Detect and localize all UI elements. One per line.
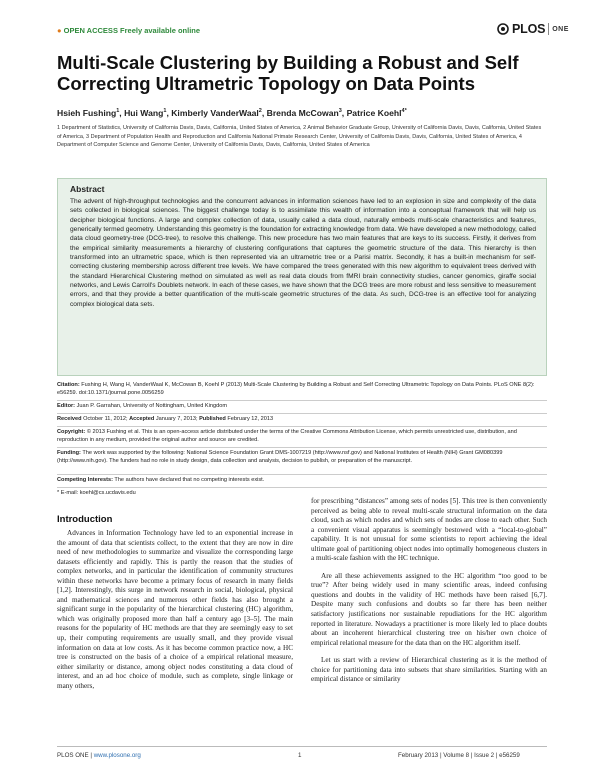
author[interactable]: Kimberly VanderWaal$^2$ <box>171 108 262 118</box>
editor: Editor: Juan P. Garrahan, University of Nottingham, United Kingdom <box>57 403 227 409</box>
plos-one-logo[interactable] <box>497 22 569 36</box>
abstract-box <box>57 178 547 376</box>
divider <box>57 447 547 448</box>
body-paragraph: Advances in Information Technology have led to an exponential increase in the amount of data that scientists collect, to the extent that they are now in dire need of new methodologies to summarize and visualize the corresponding large datasets efficiently and rapidly. This is partly the reason that the studies of complex networks, and in particular the identification of community structures within these networks have become a primary focus of research in many fields [1,2]. Interestingly, this surge in network research in social, biological, physical and mathematical sciences and numerous other fields has also brought a significant surge in the popularity of the hierarchical clustering (HC) algorithm, which was originally proposed more than half a century ago [3–5]. The main reasons for the popularity of HC methods are that they are seemingly easy to set up, their computing requirements are usually small, and they provide visual information on data at low costs. As it has become common practice now, a HC tree is constructed on the basis of a choice of a empirical relational measure, either similarity or distance, among object nodes constituting a data cloud of interest, and an ad hoc choice of module, such as complete, single linkage or many others, <box>57 529 293 690</box>
introduction-heading: Introduction <box>57 514 113 525</box>
copyright: Copyright: © 2013 Fushing et al. This is an open-access article distributed under the terms of the Creative Commons Attribution License, which permits unrestricted use, distribution, and reproduction in any medium, provided the original author and source are credited. <box>57 429 517 444</box>
divider <box>57 474 547 475</box>
article-title: Multi-Scale Clustering by Building a Robust and Self Correcting Ultrametric Topology on Data Points <box>57 52 519 94</box>
dates: Received October 11, 2012; Accepted January 7, 2013; Published February 12, 2013 <box>57 416 274 422</box>
affiliations: 1 Department of Statistics, University of California Davis, Davis, California, United States of America, 2 Animal Behavior Graduate Group, University of California Davis, Davis, California, United States of America, 3 Department of Population Health and Reproduction and California National Primate Research Center, University of California Davis, Davis, California, United States of America, 4 Department of Computer Science and Genome Center, University of California Davis, Davis, California, United States of America <box>57 125 542 149</box>
citation: Citation: Fushing H, Wang H, VanderWaal K, McCowan B, Koehl P (2013) Multi-Scale Clustering by Building a Robust and Self Correcting Ultrametric Topology on Data Points. PLoS ONE 8(2): e56259. doi:10.1371/journal.pone.0056259 <box>57 382 535 397</box>
author[interactable]: Hsieh Fushing$^1$ <box>57 108 120 118</box>
open-access-banner <box>57 26 200 35</box>
divider <box>57 426 547 427</box>
footer-journal: PLOS ONE | www.plosone.org <box>57 752 141 759</box>
journal-url-link[interactable]: www.plosone.org <box>93 752 141 759</box>
logo-one-text: ONE <box>552 25 569 33</box>
divider <box>57 400 547 401</box>
open-access-text: OPEN ACCESS Freely available online <box>63 26 201 35</box>
author[interactable]: Patrice Koehl$^{4*}$ <box>346 108 407 118</box>
abstract-heading: Abstract <box>70 184 105 194</box>
right-column <box>311 497 547 685</box>
footer-rule <box>57 746 547 747</box>
plos-logo-icon <box>497 23 509 35</box>
left-column <box>57 529 293 691</box>
body-paragraph: Are all these achievements assigned to the HC algorithm “too good to be true”? After being widely used in many scientific areas, indeed confusing questions and doubts in the validity of HC methods have been raised [6,7]. Despite many such confusions and doubts so far there has been neither satisfactory justifications nor sustainable repudiations for the HC algorithm reported in literature. Nowadays a practitioner is more likely led to place doubts about an incoherent hierarchical clustering tree on his/her own choice of empirical relational measure for the data than on the HC algorithm itself. <box>311 571 547 647</box>
author[interactable]: Brenda McCowan$^3$ <box>266 108 342 118</box>
abstract-text: The advent of high-throughput technologies and the concurrent advances in information sciences have led to an explosion in size and complexity of the data sets collected in biological sciences. The biggest challenge today is to assimilate this wealth of information into a conceptual framework that will help us decipher biological functions. A large and complex collection of data, usually called a data cloud, naturally embeds multi-scale characteristics and features, generically termed geometry. Understanding this geometry is the foundation for extracting knowledge from data. We have developed a new methodology, called data cloud geometry-tree (DCG-tree), to resolve this challenge. This new procedure has two main features that are keys to its success. Firstly, it derives from the empirical similarity measurements a hierarchy of clustering configurations that captures the geometric structure of the data. This hierarchy is then transformed into an ultrametric space, which is then represented via an ultrametric tree or a Parisi matrix. Secondly, it has a built-in mechanism for self-correcting clustering membership across different tree levels. We have compared the trees generated with this new algorithm to equivalent trees derived with the standard Hierarchical Clustering method on simulated as well as real data clouds from fMRI brain connectivity studies, cancer genomics, giraffe social networks, and Lewis Carroll's Doublets network. In each of these cases, we have shown that the DCG trees are more robust and less sensitive to measurement errors, and that they provide a better quantification of the multi-scale geometric structures of the data. As such, DCG-tree is an effective tool for analyzing complex biological data sets. <box>70 198 536 308</box>
author-list: Hsieh Fushing$^1$, Hui Wang$^1$, Kimberly VanderWaal$^2$, Brenda McCowan$^3$, Patrice Koehl$^{4*}$ <box>57 108 407 118</box>
body-paragraph: for prescribing “distances” among sets of nodes [5]. This tree is then conveniently perceived as being able to reveal multi-scale structural information on the data cloud, such as which nodes and which sets of nodes are close to each other. Such a convenient visual apparatus is seemingly bestowed with a “local-to-global” capability. It is not unusual for some scientists to report achieving the ideal ultimate goal of partitioning object nodes into optimally homogeneous clusters in a multi-scale fashion with the HC technique. <box>311 497 547 563</box>
divider <box>57 487 547 488</box>
open-lock-icon: ● <box>57 26 62 35</box>
page-number: 1 <box>298 752 302 759</box>
footer-issue: February 2013 | Volume 8 | Issue 2 | e56259 <box>398 752 520 759</box>
logo-separator <box>548 23 549 35</box>
author[interactable]: Hui Wang$^1$ <box>124 108 167 118</box>
logo-plos-text: PLOS <box>512 22 546 36</box>
body-paragraph: Let us start with a review of Hierarchical clustering as it is the method of choice for partitioning data into subsets that share similarities. Starting with an empirical distance or similarity <box>311 656 547 684</box>
email[interactable]: * E-mail: koehl@cs.ucdavis.edu <box>57 490 136 496</box>
funding: Funding: The work was supported by the following: National Science Foundation Grant DMS-1007219 (http://www.nsf.gov) and National Institutes of Health (NIH) Grant GM080399 (http://www.nih.gov). The funders had no role in study design, data collection and analysis, decision to publish, or preparation of the manuscript. <box>57 450 503 465</box>
divider <box>57 413 547 414</box>
competing-interests: Competing Interests: The authors have declared that no competing interests exist. <box>57 477 265 483</box>
